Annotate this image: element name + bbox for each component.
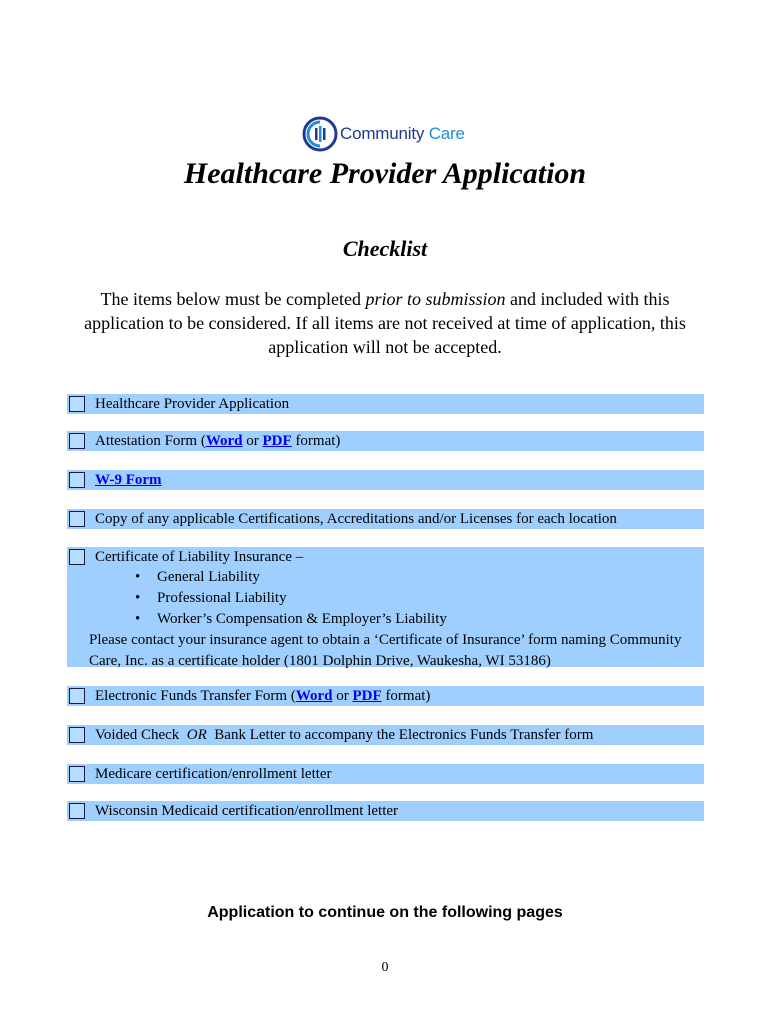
page-title: Healthcare Provider Application <box>183 157 587 190</box>
checklist-item-wisconsin-medicaid: Wisconsin Medicaid certification/enrollment letter <box>67 801 704 821</box>
checklist-item-medicare: Medicare certification/enrollment letter <box>67 764 704 784</box>
community-care-logo <box>302 115 472 153</box>
checkbox[interactable] <box>69 727 85 743</box>
checklist-item-w9-form <box>67 470 704 490</box>
checkbox[interactable] <box>69 803 85 819</box>
checkbox[interactable] <box>69 396 85 412</box>
logo-text: Community Care <box>340 124 465 143</box>
insurance-note: Please contact your insurance agent to obtain a ‘Certificate of Insurance’ form naming Community Care, Inc. as a certificate holder (1801 Dolphin Drive, Waukesha, WI 53186) <box>89 632 682 669</box>
eft-pdf-link[interactable]: PDF <box>352 688 382 704</box>
checkbox[interactable] <box>69 433 85 449</box>
checkbox[interactable] <box>69 511 85 527</box>
checkbox[interactable] <box>69 688 85 704</box>
checkbox[interactable] <box>69 472 85 488</box>
page-number: 0 <box>381 960 389 975</box>
checklist-item-attestation-form: Attestation Form (Word or PDF format) <box>67 431 704 451</box>
list-item: • General Liability <box>157 567 447 588</box>
liability-bullet-list <box>67 567 447 630</box>
checkbox[interactable] <box>69 766 85 782</box>
list-item: • Professional Liability <box>157 588 447 609</box>
checklist-heading: Checklist <box>342 236 428 261</box>
checklist-item-eft-form: Electronic Funds Transfer Form (Word or PDF format) <box>67 686 704 706</box>
checklist-item-certifications: Copy of any applicable Certifications, Accreditations and/or Licenses for each location <box>67 509 704 529</box>
intro-paragraph: The items below must be completed prior to submission and included with this application to be considered. If all items are not received at time of application, this application will not be accepted. <box>84 289 686 357</box>
logo-mark-icon <box>302 116 338 152</box>
checklist-item-healthcare-provider-application: Healthcare Provider Application <box>67 394 704 414</box>
continue-note: Application to continue on the following pages <box>207 904 563 921</box>
list-item: • Worker’s Compensation & Employer’s Liability <box>157 609 447 630</box>
eft-word-link[interactable]: Word <box>295 688 333 704</box>
checklist-item-voided-check: Voided Check OR Bank Letter to accompany the Electronics Funds Transfer form <box>67 725 704 745</box>
w9-form-link[interactable]: W-9 Form <box>95 472 162 488</box>
checklist-item-liability-insurance: Certificate of Liability Insurance – • General Liability • Professional Liability • Worker’s Compensation & Employer’s Liability Please contact your insurance agent to obtain a ‘Certificate of Insurance’ form naming Community Care, Inc. as a certificate holder (1801 Dolphin Drive, Waukesha, WI 53186) <box>67 547 704 667</box>
attestation-word-link[interactable]: Word <box>205 433 243 449</box>
attestation-pdf-link[interactable]: PDF <box>262 433 292 449</box>
checkbox[interactable] <box>69 549 85 565</box>
